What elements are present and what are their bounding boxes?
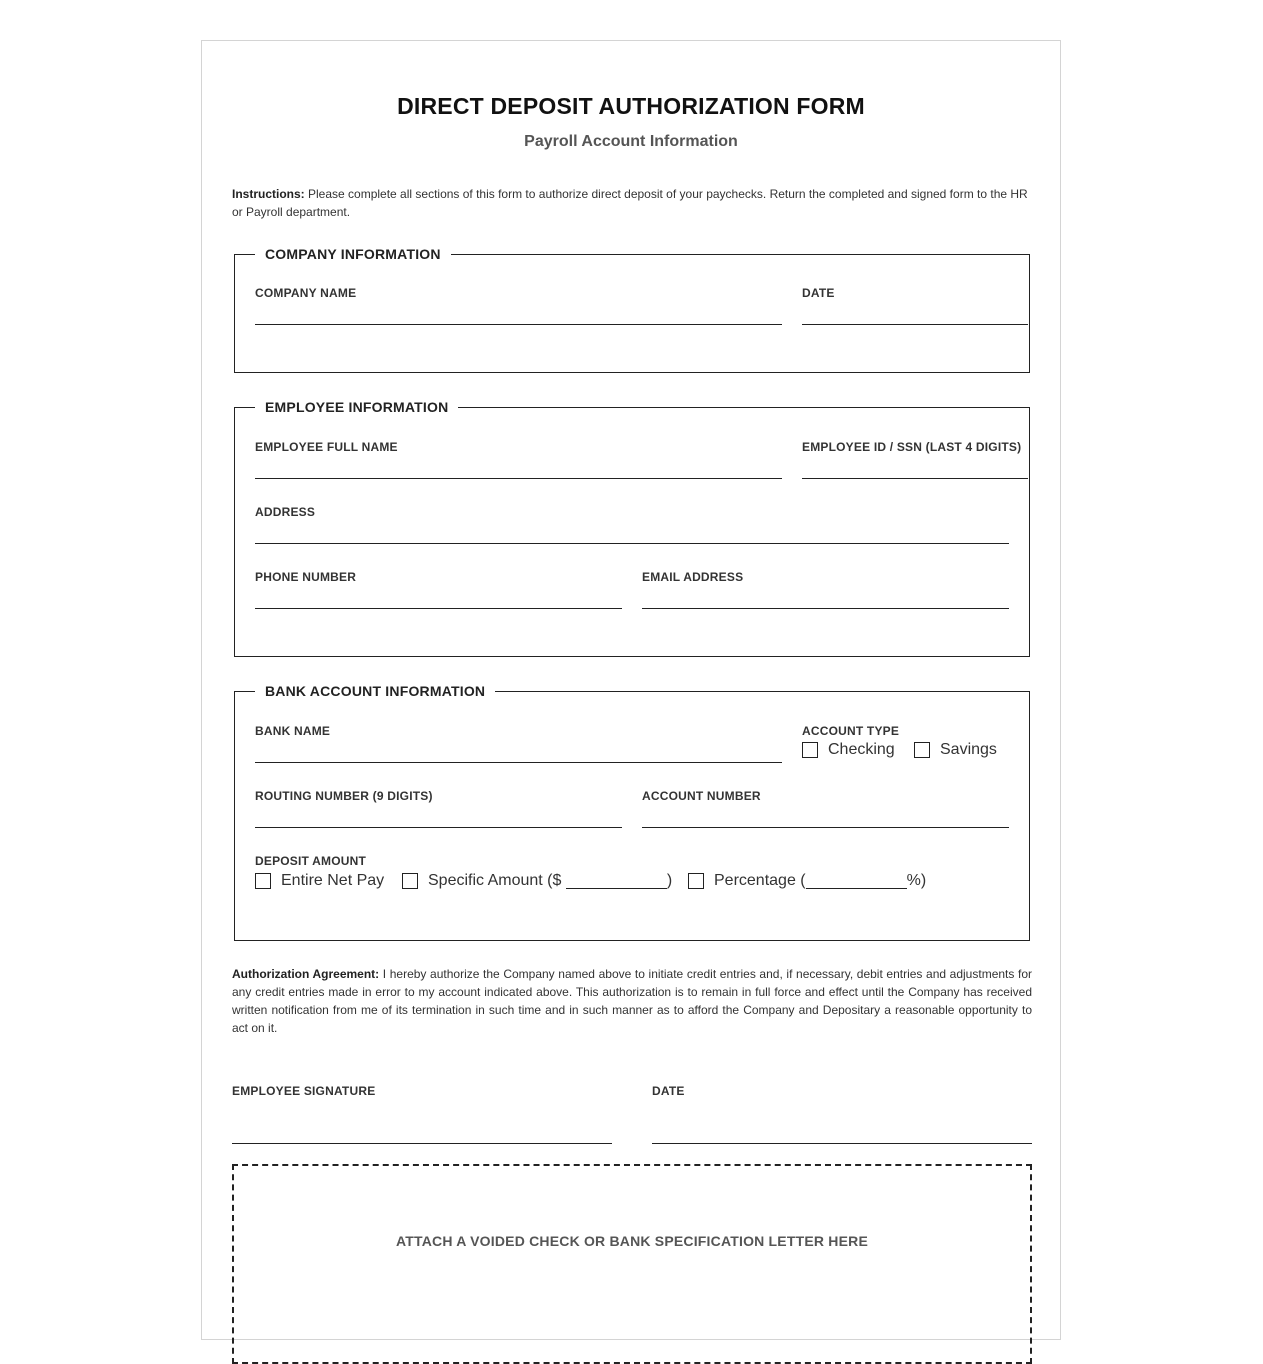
entire-net-pay-checkbox[interactable]	[255, 873, 271, 889]
email-address-label: EMAIL ADDRESS	[642, 570, 744, 584]
company-information-section	[234, 246, 1030, 373]
instructions-label: Instructions:	[232, 187, 305, 201]
checking-checkbox[interactable]	[802, 742, 818, 758]
specific-amount-prefix: Specific Amount ($	[428, 872, 566, 889]
phone-number-field[interactable]	[255, 608, 622, 609]
deposit-amount-label: DEPOSIT AMOUNT	[255, 854, 367, 868]
percentage-option[interactable]	[688, 872, 926, 890]
bank-account-information-legend: BANK ACCOUNT INFORMATION	[265, 683, 486, 699]
account-type-label: ACCOUNT TYPE	[802, 724, 900, 738]
attachment-instruction: ATTACH A VOIDED CHECK OR BANK SPECIFICATION LETTER HERE	[396, 1233, 868, 1249]
savings-option[interactable]	[914, 741, 997, 759]
company-date-label: DATE	[802, 286, 835, 300]
authorization-agreement	[232, 965, 1032, 1037]
checking-option[interactable]	[802, 741, 895, 759]
authorization-agreement-text: I hereby authorize the Company named above to initiate credit entries and, if necessary, debit entries and adjustments for any credit entries made in error to my account indicated above. This authorization is to remain in full force and effect until the Company has received written notification from me of its termination in such time and in such manner as to afford the Company and Depositary a reasonable opportunity to act on it.	[232, 967, 1032, 1035]
entire-net-pay-option[interactable]	[255, 872, 384, 890]
employee-full-name-label: EMPLOYEE FULL NAME	[255, 440, 398, 454]
employee-signature-label: EMPLOYEE SIGNATURE	[232, 1084, 376, 1098]
routing-number-field[interactable]	[255, 827, 622, 828]
percentage-field[interactable]	[806, 874, 907, 889]
specific-amount-field[interactable]	[566, 874, 667, 889]
savings-checkbox[interactable]	[914, 742, 930, 758]
form-title: DIRECT DEPOSIT AUTHORIZATION FORM	[397, 93, 865, 119]
employee-full-name-field[interactable]	[255, 478, 782, 479]
checking-label: Checking	[828, 741, 895, 758]
signature-date-field[interactable]	[652, 1143, 1032, 1144]
specific-amount-option[interactable]	[402, 872, 672, 890]
address-label: ADDRESS	[255, 505, 316, 519]
company-date-field[interactable]	[802, 324, 1028, 325]
savings-label: Savings	[940, 741, 997, 758]
instructions	[232, 185, 1032, 221]
bank-name-label: BANK NAME	[255, 724, 331, 738]
employee-id-field[interactable]	[802, 478, 1028, 479]
bank-name-field[interactable]	[255, 762, 782, 763]
form-subtitle: Payroll Account Information	[524, 133, 738, 150]
specific-amount-checkbox[interactable]	[402, 873, 418, 889]
employee-information-legend: EMPLOYEE INFORMATION	[265, 399, 449, 415]
authorization-agreement-label: Authorization Agreement:	[232, 967, 380, 981]
routing-number-label: ROUTING NUMBER (9 DIGITS)	[255, 789, 433, 803]
account-number-label: ACCOUNT NUMBER	[642, 789, 761, 803]
company-name-label: COMPANY NAME	[255, 286, 357, 300]
signature-date-label: DATE	[652, 1084, 685, 1098]
specific-amount-suffix: )	[666, 872, 673, 889]
employee-signature-field[interactable]	[232, 1143, 612, 1144]
employee-information-section	[234, 399, 1030, 657]
company-name-field[interactable]	[255, 324, 782, 325]
form-page	[201, 40, 1061, 1340]
percentage-prefix: Percentage (	[714, 872, 806, 889]
percentage-suffix: %)	[906, 872, 927, 889]
phone-number-label: PHONE NUMBER	[255, 570, 357, 584]
voided-check-attachment-area	[232, 1164, 1032, 1364]
employee-id-label: EMPLOYEE ID / SSN (LAST 4 DIGITS)	[802, 440, 1022, 454]
entire-net-pay-label: Entire Net Pay	[281, 872, 385, 889]
address-field[interactable]	[255, 543, 1009, 544]
company-information-legend: COMPANY INFORMATION	[265, 246, 441, 262]
instructions-text: Please complete all sections of this form to authorize direct deposit of your paychecks. Return the completed and signed form to the HR or Payroll department.	[232, 187, 1028, 219]
account-number-field[interactable]	[642, 827, 1009, 828]
bank-account-information-section	[234, 683, 1030, 941]
percentage-checkbox[interactable]	[688, 873, 704, 889]
email-address-field[interactable]	[642, 608, 1009, 609]
